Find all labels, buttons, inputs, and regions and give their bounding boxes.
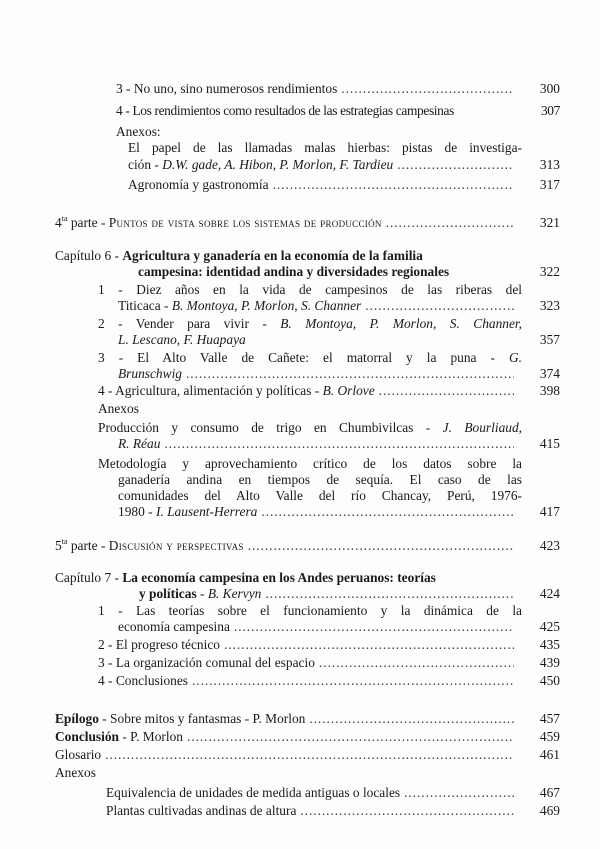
page-number: 307: [540, 103, 560, 118]
toc-entry-continuation: [118, 487, 522, 504]
separator: -: [196, 586, 208, 601]
part-ordinal: ta: [61, 537, 68, 546]
toc-entry-continuation: [118, 471, 522, 488]
chapter-prefix: Capítulo 7 -: [55, 570, 123, 585]
entry-title: comunidades del Alto Valle del río Chancay, Perú, 1976-: [118, 488, 522, 503]
page-number: 450: [539, 673, 560, 688]
dot-leader: [265, 585, 514, 602]
page-number: 457: [539, 711, 560, 726]
toc-entry[interactable]: [118, 435, 560, 452]
dot-leader: [404, 784, 514, 801]
dot-leader: [273, 176, 514, 193]
dot-leader: [248, 537, 514, 554]
dot-leader: [309, 710, 514, 727]
page-number: 417: [539, 504, 560, 519]
chapter-heading: [55, 569, 522, 586]
entry-title: 3 - No uno, sino numerosos rendimientos: [116, 81, 338, 96]
part-ordinal: ta: [61, 214, 68, 223]
toc-entry[interactable]: [98, 636, 560, 653]
entry-title: 3 - La organización comunal del espacio: [98, 655, 315, 670]
entry-title: 1 - Las teorías sobre el funcionamiento y la dinámica de la: [98, 603, 522, 618]
toc-entry[interactable]: [55, 710, 560, 727]
page-number: 415: [539, 436, 560, 451]
entry-title: Anexos:: [116, 124, 161, 139]
entry-authors: B. Kervyn: [207, 586, 262, 601]
page-number: 357: [539, 332, 560, 347]
dot-leader: [192, 672, 514, 689]
entry-authors: L. Lescano, F. Huapaya: [118, 332, 246, 347]
dot-leader: [224, 636, 514, 653]
entry-title: 2 - Vender para vivir -: [98, 316, 281, 331]
page-number: 374: [539, 366, 560, 381]
chapter-prefix: Capítulo 6 -: [55, 248, 123, 263]
entry-title: Titicaca -: [118, 298, 172, 313]
page-number: 425: [539, 619, 560, 634]
entry-title-bold: Epílogo: [55, 711, 99, 726]
chapter-heading: [55, 247, 522, 264]
entry-authors: D.W. gade, A. Hibon, P. Morlon, F. Tardieu: [162, 157, 394, 172]
chapter-title: campesina: identidad andina y diversidades regionales: [138, 264, 450, 279]
annex-heading: [116, 123, 560, 140]
entry-title: 1980 -: [118, 504, 156, 519]
toc-entry-continuation: [128, 139, 522, 156]
dot-leader: [379, 382, 514, 399]
entry-title: Producción y consumo de trigo en Chumbivilcas -: [98, 420, 443, 435]
entry-title: Anexos: [55, 765, 96, 780]
page-number: 435: [539, 637, 560, 652]
entry-title: Agronomía y gastronomía: [128, 177, 269, 192]
toc-entry[interactable]: [118, 365, 560, 382]
entry-title: 1 - Diez años en la vida de campesinos de las riberas del: [98, 282, 522, 297]
dot-leader: [187, 728, 514, 745]
toc-entry[interactable]: [128, 176, 560, 193]
entry-title: - P. Morlon: [119, 729, 183, 744]
entry-authors: B. Montoya, P. Morlon, S. Channer: [171, 298, 362, 313]
page-number: 461: [539, 747, 560, 762]
page-number: 300: [539, 81, 560, 96]
toc-entry[interactable]: [98, 672, 560, 689]
entry-authors: G.: [508, 350, 522, 365]
entry-authors: J. Bourliaud,: [442, 420, 523, 435]
toc-entry[interactable]: [98, 382, 560, 399]
page-number: 423: [539, 538, 560, 553]
part-number: 5: [55, 538, 62, 553]
dot-leader: [164, 435, 514, 452]
entry-title: Equivalencia de unidades de medida antiguas o locales: [106, 785, 401, 800]
toc-entry-continuation: [98, 455, 522, 472]
page-number: 467: [539, 785, 560, 800]
entry-title: ción -: [128, 157, 163, 172]
toc-entry-continuation: [98, 419, 522, 436]
dot-leader: [341, 80, 514, 97]
toc-entry[interactable]: [118, 297, 560, 314]
entry-authors: I. Lausent-Herrera: [155, 504, 258, 519]
entry-title: 3 - El Alto Valle de Cañete: el matorral y la puna -: [98, 350, 509, 365]
dot-leader: [397, 156, 514, 173]
entry-authors: R. Réau: [118, 436, 161, 451]
part-title: Discusión y perspectivas: [108, 538, 244, 553]
entry-title: El papel de las llamadas malas hierbas: pistas de investiga-: [128, 140, 522, 155]
toc-entry[interactable]: [55, 746, 560, 763]
dot-leader: [234, 618, 514, 635]
toc-chapter-entry[interactable]: [139, 585, 560, 602]
toc-entry[interactable]: [98, 654, 560, 671]
toc-entry[interactable]: [106, 802, 560, 819]
toc-entry-continuation: [98, 602, 522, 619]
entry-title: Anexos: [98, 401, 139, 416]
entry-title: 4 - Agricultura, alimentación y políticas -: [98, 383, 323, 398]
page-number: 459: [539, 729, 560, 744]
toc-entry-continuation: [98, 349, 522, 366]
toc-entry[interactable]: [106, 784, 560, 801]
page-number: 313: [539, 157, 560, 172]
dot-leader: [300, 802, 514, 819]
page-number: 321: [539, 215, 560, 230]
page-number: 439: [539, 655, 560, 670]
toc-part-entry[interactable]: [55, 210, 560, 230]
dot-leader: [319, 654, 514, 671]
part-title: Puntos de vista sobre los sistemas de producción: [108, 215, 382, 230]
entry-title: Metodología y aprovechamiento crítico de los datos sobre la: [98, 456, 522, 471]
page-number: 398: [539, 383, 560, 398]
toc-entry-continuation: [98, 281, 522, 298]
toc-entry[interactable]: [55, 728, 560, 745]
entry-title: ganadería andina en tiempos de sequía. El caso de las: [118, 472, 522, 487]
part-label: parte -: [67, 538, 109, 553]
toc-entry[interactable]: [118, 331, 560, 348]
entry-title: 4 - Los rendimientos como resultados de las estrategias campesinas: [116, 103, 454, 118]
chapter-title: La economía campesina en los Andes peruanos: teorías: [122, 570, 436, 585]
dot-leader: [261, 503, 514, 520]
entry-authors: Brunschwig: [118, 366, 182, 381]
toc-part-entry[interactable]: [55, 533, 560, 553]
annex-heading: [98, 400, 560, 417]
part-number: 4: [55, 215, 62, 230]
toc-entry[interactable]: [116, 80, 560, 97]
toc-entry-continuation: [98, 315, 522, 332]
toc-entry[interactable]: [116, 102, 560, 119]
page-number: 323: [539, 298, 560, 313]
toc-entry[interactable]: [118, 618, 560, 635]
part-label: parte -: [67, 215, 109, 230]
entry-title: 2 - El progreso técnico: [98, 637, 220, 652]
page-number: 424: [539, 586, 560, 601]
entry-title: 4 - Conclusiones: [98, 673, 189, 688]
toc-entry[interactable]: [128, 156, 560, 173]
entry-title: economía campesina: [118, 619, 230, 634]
dot-leader: [105, 746, 514, 763]
entry-title: Plantas cultivadas andinas de altura: [106, 803, 297, 818]
chapter-title: Agricultura y ganadería en la economía de la familia: [122, 248, 423, 263]
annex-heading: [55, 764, 560, 781]
entry-authors: B. Montoya, P. Morlon, S. Channer,: [280, 316, 522, 331]
dot-leader: [386, 214, 514, 231]
chapter-title: y políticas: [139, 586, 197, 601]
entry-authors: B. Orlove: [322, 383, 375, 398]
entry-title: Glosario: [55, 747, 102, 762]
toc-entry[interactable]: [118, 503, 560, 520]
toc-chapter-entry[interactable]: [138, 263, 560, 280]
dot-leader: [365, 297, 514, 314]
page-number: 317: [539, 177, 560, 192]
dot-leader: [186, 365, 514, 382]
entry-title-bold: Conclusión: [55, 729, 119, 744]
page-number: 469: [539, 803, 560, 818]
page-number: 322: [539, 264, 560, 279]
entry-title: - Sobre mitos y fantasmas - P. Morlon: [98, 711, 306, 726]
